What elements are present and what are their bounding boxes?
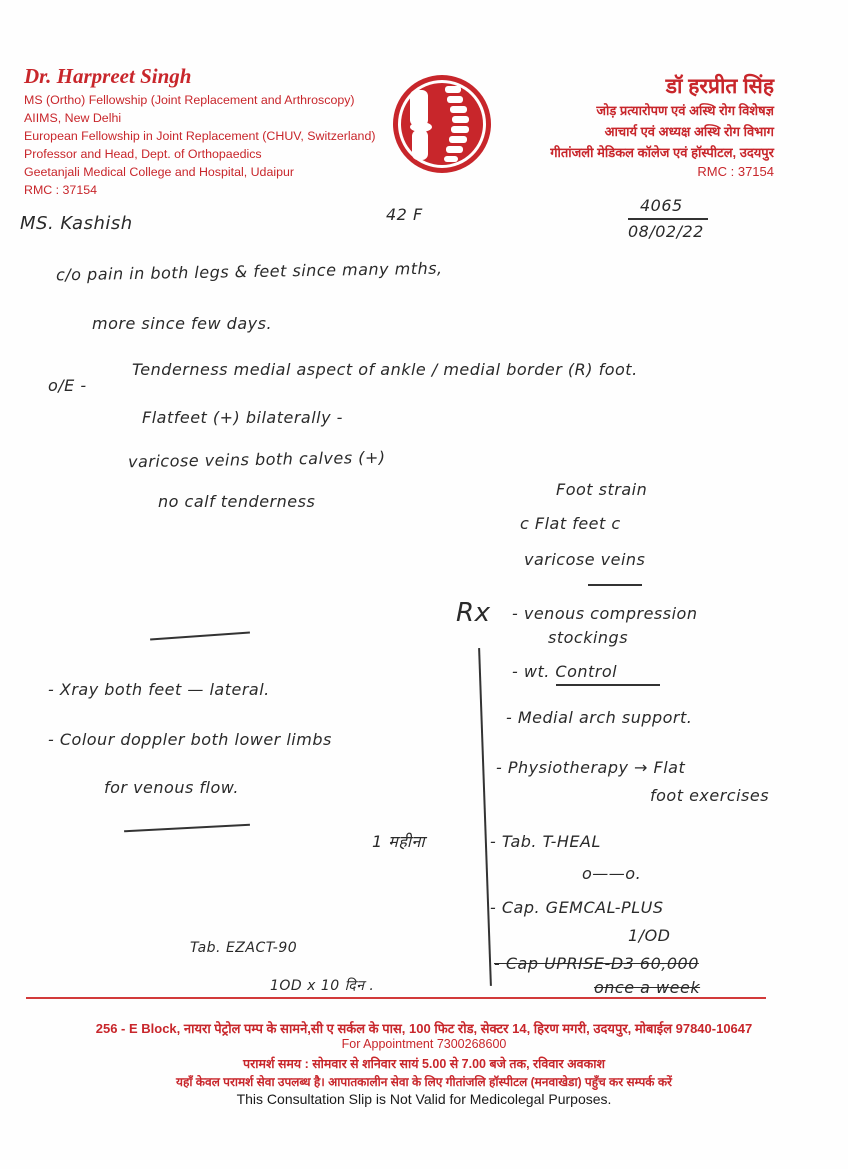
treatment-line: - Tab. T-HEAL (490, 832, 601, 851)
handwritten-stroke (150, 632, 250, 640)
treatment-line: foot exercises (650, 786, 770, 805)
followup-note: 1 महीना (372, 832, 425, 851)
examination-finding: Flatfeet (+) bilaterally - (142, 408, 343, 427)
footer-divider (26, 997, 766, 999)
treatment-line: stockings (548, 628, 629, 647)
investigation-line: for venous flow. (104, 778, 239, 797)
emergency-note: यहाँ केवल परामर्श सेवा उपलब्ध है। आपातकालीन सेवा के लिए गीतांजलि हॉस्पीटल (मनवाखेडा) पहुँच कर सम्पर्क करें (176, 1075, 672, 1089)
medicolegal-disclaimer: This Consultation Slip is Not Valid for Medicolegal Purposes. (236, 1091, 612, 1107)
examination-prefix: o/E - (48, 376, 87, 395)
rx-symbol: Rx (456, 598, 491, 628)
complaint-line: more since few days. (92, 314, 273, 333)
handwritten-stroke (124, 824, 250, 832)
date-rule (628, 218, 708, 220)
complaint-line: c/o pain in both legs & feet since many mths, (55, 258, 443, 285)
investigation-line: - Xray both feet — lateral. (48, 680, 270, 699)
clinic-address: 256 - E Block, नायरा पेट्रोल पम्प के सामने,सी ए सर्कल के पास, 100 फिट रोड, सेक्टर 14, हिरण मगरी, उदयपुर, मोबाईल 97840-10647 (95, 1021, 753, 1036)
credential-line: Geetanjali Medical College and Hospital, Udaipur (24, 165, 294, 179)
examination-finding: no calf tenderness (158, 492, 316, 511)
appointment-number: For Appointment 7300268600 (341, 1037, 507, 1051)
spine-knee-logo-icon (390, 72, 494, 176)
treatment-line: - wt. Control (512, 662, 618, 681)
treatment-line: 1/OD (628, 926, 671, 945)
treatment-line: - Medial arch support. (506, 708, 693, 727)
hindi-credential-line: जोड़ प्रत्यारोपण एवं अस्थि रोग विशेषज्ञ (596, 103, 774, 118)
diagnosis-line: varicose veins (524, 550, 646, 569)
diagnosis-line: Foot strain (556, 480, 648, 499)
hindi-credential-line: गीतांजली मेडिकल कॉलेज एवं हॉस्पीटल, उदयपुर (550, 145, 774, 160)
diagnosis-underline (588, 584, 642, 586)
diagnosis-line: c Flat feet c (520, 514, 621, 533)
doctor-name: Dr. Harpreet Singh (24, 64, 192, 88)
credential-line: RMC : 37154 (24, 183, 98, 197)
hindi-credential-line: आचार्य एवं अध्यक्ष अस्थि रोग विभाग (604, 124, 774, 139)
treatment-line-struck: once a week (594, 978, 701, 997)
patient-name: MS. Kashish (20, 213, 133, 234)
visit-date: 08/02/22 (628, 222, 704, 241)
doctor-name-hindi: डॉ हरप्रीत सिंह (665, 75, 774, 98)
treatment-line: - venous compression (512, 604, 698, 623)
treatment-line: o——o. (582, 864, 642, 883)
credential-line: European Fellowship in Joint Replacement (CHUV, Switzerland) (24, 129, 376, 143)
treatment-line: - Physiotherapy → Flat (496, 758, 686, 777)
tablet-line: Tab. EZACT-90 (190, 940, 298, 956)
consultation-timing: परामर्श समय : सोमवार से शनिवार सायं 5.00 से 7.00 बजे तक, रविवार अवकाश (243, 1057, 605, 1071)
vertical-divider (478, 648, 491, 986)
patient-age-sex: 42 F (386, 205, 423, 224)
treatment-underline (556, 684, 660, 686)
investigation-line: - Colour doppler both lower limbs (48, 730, 332, 749)
examination-finding: varicose veins both calves (+) (127, 447, 386, 472)
treatment-line-struck: - Cap UPRISE-D3 60,000 (494, 954, 699, 973)
treatment-line: - Cap. GEMCAL-PLUS (490, 898, 664, 917)
credential-line: MS (Ortho) Fellowship (Joint Replacement and Arthroscopy) (24, 93, 355, 107)
hindi-credential-line: RMC : 37154 (697, 164, 774, 179)
registration-number: 4065 (640, 196, 683, 215)
examination-finding: Tenderness medial aspect of ankle / medial border (R) foot. (132, 360, 638, 379)
credential-line: Professor and Head, Dept. of Orthopaedics (24, 147, 262, 161)
tablet-line: 1OD x 10 दिन . (270, 978, 375, 994)
credential-line: AIIMS, New Delhi (24, 111, 122, 125)
